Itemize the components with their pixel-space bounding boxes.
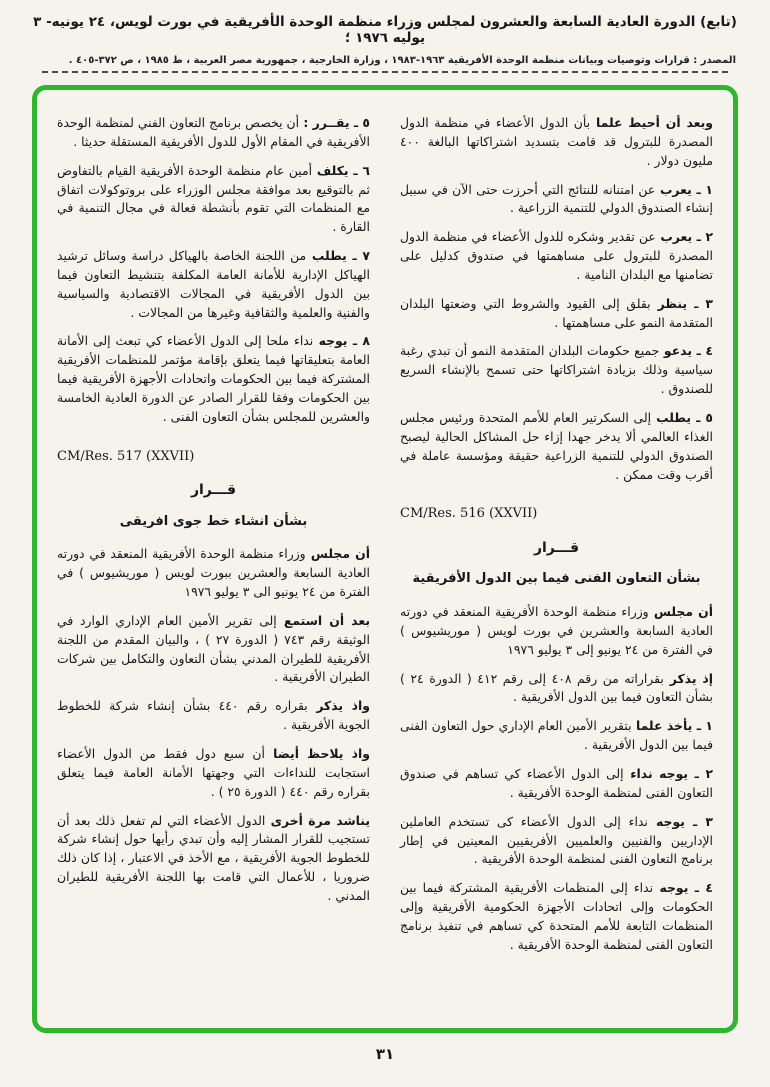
resolution-title: قـــرار — [190, 482, 237, 499]
numbered-item: ٥ ـ يطلب إلى السكرتير العام للأمم المتحدة ورئيس مجلس الغذاء العالمي ألا يدخر جهدا إزاء حل المشاكل الحالية ليصبح الصندوق الدولي للتنمية الزراعية حقيقة ومؤسسة عاملة في أقرب وقت ممكن . — [400, 409, 713, 482]
header-divider — [42, 71, 728, 73]
numbered-item: ٤ ـ يدعو جميع حكومات البلدان المتقدمة النمو أن تبدي رغبة سياسية وذلك بزيادة اشتراكاتها حتى تسمح بالإنشاء السريع للصندوق . — [400, 343, 714, 397]
numbered-item: ٢ ـ يوجه نداء إلى الدول الأعضاء كي تساهم في صندوق التعاون الفنى لمنظمة الوحدة الأفريقية . — [400, 766, 714, 800]
paragraph-lead: واذ يذكر — [307, 698, 370, 714]
paragraph-lead: ٦ ـ يكلف — [312, 162, 370, 178]
resolution-subtitle: بشأن التعاون الفنى فيما بين الدول الأفريقية — [412, 571, 701, 587]
paragraph-lead: ١ ـ يأخذ علما — [631, 718, 713, 734]
paragraph-lead: ٥ ـ يطلب — [651, 409, 713, 425]
numbered-item: ١ ـ يعرب عن امتنانه للنتائج التي أحرزت حتى الآن في سبيل إنشاء الصندوق الدولي للتنمية الزراعية . — [400, 181, 713, 216]
paragraph: بعد أن استمع إلى تقرير الأمين العام الإداري الوارد في الوثيقة رقم ٧٤٣ ( الدورة ٢٧ ) ، والبيان المقدم من اللجنة الأفريقية للطيران المدني بشأن التعاون والتكامل بين شركات الطيران الأفريقية . — [57, 612, 370, 685]
paragraph-lead: ١ ـ يعرب — [655, 181, 713, 197]
paragraph-lead: أن مجلس — [305, 546, 371, 562]
resolution-ref: CM/Res. 516 (XXVII) — [400, 506, 538, 522]
paragraph-lead: بعد أن استمع — [276, 612, 370, 628]
column-left — [57, 114, 370, 1012]
paragraph-lead: ٢ ـ يعرب — [655, 229, 714, 245]
numbered-item: ٤ ـ يوجه نداء إلى المنظمات الأفريقية المشتركة فيما بين الحكومات وإلى اتحادات الأجهزة الحكومية الأفريقية وإلى المنظمات التابعة للأمم المتحدة كي تساهم في تنفيذ برنامج التعاون الفنى لمنظمة الوحدة الأفريقية . — [400, 880, 713, 952]
paragraph: يناشد مرة أخرى الدول الأعضاء التي لم تفعل ذلك بعد أن تستجيب للقرار المشار إليه وأن تبدي رأيها حول إنشاء شركة للخطوط الجوية الأفريقية ، مع الأخذ في الاعتبار ، إذا كان ذلك ضروريا ، للأعمال التي قامت بها اللجنة الأفريقية للطيران المدني . — [57, 812, 370, 903]
resolution-ref: CM/Res. 517 (XXVII) — [57, 448, 195, 464]
numbered-item: ٣ ـ يوجه نداء إلى الدول الأعضاء كى تستخدم العاملين الإداريين والفنيين والعلميين الأفريقيين المعينين في إطار برنامج التعاون الفنى لمنظمة الوحدة الأفريقية . — [400, 813, 713, 867]
numbered-item: ٥ ـ يقــرر : أن يخصص برنامج التعاون الفني لمنظمة الوحدة الأفريقية في المقام الأول للدول الأفريقية المستقلة حديثا . — [57, 115, 370, 149]
columns-container — [57, 114, 713, 1012]
paragraph-lead: يناشد مرة أخرى — [265, 812, 370, 828]
paragraph-lead: ٥ ـ يقــرر : — [299, 115, 370, 130]
numbered-item: ٦ ـ يكلف أمين عام منظمة الوحدة الأفريقية القيام بالتفاوض ثم بالتوقيع بعد موافقة مجلس الوزراء على بروتوكولات اتفاق مع المنظمات التي تقوم بأنشطة فعالة في مجال التنمية في القارة . — [57, 162, 370, 235]
paragraph: أن مجلس وزراء منظمة الوحدة الأفريقية المنعقد في دورته العادية السابعة والعشرين في بورت لويس ( موريشيوس ) في الفترة من ٢٤ يونيو إلى ٣ يوليو ١٩٧٦ — [400, 604, 714, 657]
header-session-title: (تابع) الدورة العادية السابعة والعشرون لمجلس وزراء منظمة الوحدة الأفريقية في بورت لويس، ٢٤ يونيه- ٣ يوليه ١٩٧٦ ؛ — [33, 14, 737, 46]
page-number: ٣١ — [375, 1045, 395, 1063]
numbered-item: ٣ ـ ينظر بقلق إلى القيود والشروط التي وضعتها البلدان المتقدمة النمو على مساهمتها . — [400, 295, 713, 330]
paragraph: وبعد أن أحيط علما بأن الدول الأعضاء في منظمة الدول المصدرة للبترول قد قامت بتسديد اشتراكاتها البالغة ٤٠٠ مليون دولار . — [400, 115, 713, 168]
numbered-item: ١ ـ يأخذ علما بتقرير الأمين العام الإداري حول التعاون الفنى فيما بين الدول الأفريقية . — [400, 718, 713, 753]
paragraph: واذ يلاحظ أيضا أن سبع دول فقط من الدول الأعضاء استجابت للنداءات التي وجهتها الأمانة العامة فيما يتعلق بقراره رقم ٤٤٠ ( الدورة ٢٥ ) . — [57, 746, 370, 799]
paragraph-lead: واذ يلاحظ أيضا — [264, 746, 370, 762]
paragraph-lead: ٢ ـ يوجه نداء — [623, 766, 714, 782]
resolution-title: قـــرار — [533, 540, 580, 557]
numbered-item: ٨ ـ يوجه نداء ملحا إلى الدول الأعضاء كي تبعث إلى الأمانة العامة بتعليقاتها فيما يتعلق بإقامة مؤتمر للمنظمات الأفريقية المشتركة فيما بين الحكومات واتحادات الأجهزة الأفريقية فيما بين الحكومات وفقا للقرار الصادر عن الدورة العادية الخامسة والعشرين للمجلس بشأن التعاون الفنى . — [57, 333, 370, 424]
paragraph-lead: أن مجلس — [648, 604, 714, 620]
paragraph-lead: إذ يذكر — [663, 670, 713, 686]
paragraph: واذ يذكر بقراره رقم ٤٤٠ بشأن إنشاء شركة للخطوط الجوية الأفريقية . — [57, 698, 370, 733]
header-source-line: المصدر : قرارات وتوصيات وبيانات منظمة الوحدة الأفريقية ١٩٦٣-١٩٨٣ ، وزارة الخارجية ، جمهورية مصر العربية ، ط ١٩٨٥ ، ص ٣٧٢-٤٠٥ . — [68, 55, 736, 66]
paragraph-lead: وبعد أن أحيط علما — [590, 115, 713, 130]
content-frame — [32, 85, 738, 1033]
paragraph-lead: ٤ ـ يوجه — [653, 880, 713, 896]
numbered-item: ٢ ـ يعرب عن تقدير وشكره للدول الأعضاء في منظمة الدول المصدرة للبترول على مساهمتها في صندوق كدليل على تضامنها مع البلدان النامية . — [400, 229, 714, 282]
numbered-item: ٧ ـ يطلب من اللجنة الخاصة بالهياكل دراسة وسائل ترشيد الهياكل الإدارية للأمانة العامة المكلفة بتنشيط التعاون فيما بين الدول الأفريقية في المجالات الاقتصادية والسياسية والفنية والعلمية والثقافية وغيرها من المجالات . — [57, 248, 370, 320]
paragraph: أن مجلس وزراء منظمة الوحدة الأفريقية المنعقد في دورته العادية السابعة والعشرين ببورت لويس ( موريشيوس ) في الفترة من ٢٤ يونيو الى ٣ يوليو ١٩٧٦ — [57, 546, 371, 600]
page-footer — [0, 1045, 770, 1063]
paragraph-lead: ٨ ـ يوجه — [313, 333, 370, 349]
paragraph-lead: ٧ ـ يطلب — [306, 248, 370, 264]
resolution-subtitle: بشأن انشاء خط جوى افريقى — [119, 513, 308, 529]
paragraph-lead: ٣ ـ يوجه — [647, 813, 713, 829]
paragraph-lead: ٤ ـ يدعو — [659, 343, 714, 359]
paragraph-lead: ٣ ـ ينظر — [650, 295, 713, 311]
page-header — [0, 0, 770, 73]
paragraph: إذ يذكر بقراراته من رقم ٤٠٨ إلى رقم ٤١٢ ( الدورة ٢٤ ) بشأن التعاون فيما بين الدول الأفريقية . — [400, 670, 713, 705]
column-right — [400, 114, 713, 1012]
